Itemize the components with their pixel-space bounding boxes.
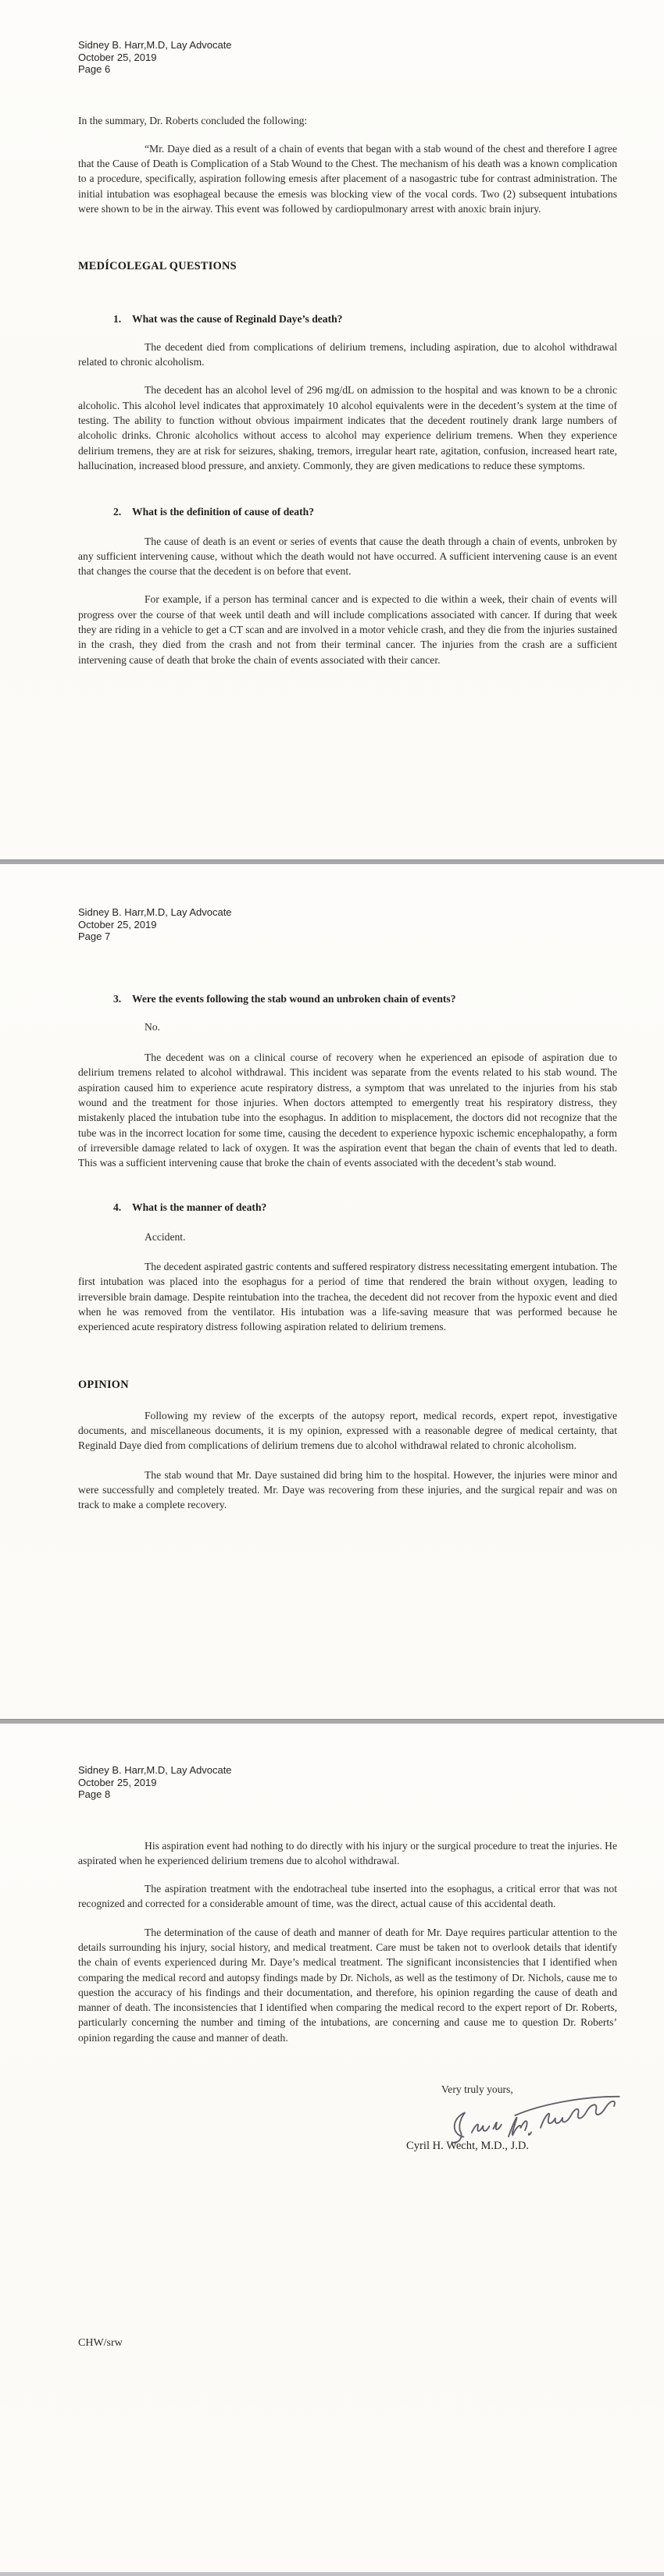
date-line: October 25, 2019 [78,51,157,63]
opinion-paragraph-2: The stab wound that Mr. Daye sustained did bring him to the hospital. However, the injuries were minor and were successfully and completely treated. Mr. Daye was recovering from these injuries, and the surgical repair and was on track to make a complete recovery. [78,1468,617,1511]
question-3-number: 3. [113,992,122,1005]
page-header [78,906,617,943]
intro-paragraph: In the summary, Dr. Roberts concluded the following: [78,114,308,126]
question-2-answer-paragraph-2: For example, if a person has terminal cancer and is expected to die within a week, their chain of events will progress over the course of that week until death and will include complications associated with cancer. If during that week they are riding in a vehicle to get a CT scan and are involved in a motor vehicle crash, and they die from the injuries sustained in the crash, they died from the crash and not from their terminal cancer. The injuries from the crash are a sufficient intervening cause of death that broke the chain of events associated with their cancer. [78,593,617,666]
signature-name: Cyril H. Wecht, M.D., J.D. [406,2140,530,2153]
page-header [78,39,617,76]
question-1-number: 1. [113,312,122,325]
question-4-number: 4. [113,1201,122,1214]
page-8 [0,1724,664,2572]
question-2-answer-paragraph-1: The cause of death is an event or series of events that cause the death through a chain of events, unbroken by any sufficient intervening cause, without which the death would not have occurred. A sufficient intervening cause is an event that changes the course that the decedent is on before that event. [78,535,617,578]
question-3-text: Were the events following the stab wound an unbroken chain of events? [132,992,456,1005]
author-line: Sidney B. Harr,M.D, Lay Advocate [78,39,232,51]
page-6 [0,0,664,859]
author-line: Sidney B. Harr,M.D, Lay Advocate [78,1764,232,1776]
question-4-text: What is the manner of death? [132,1201,267,1214]
question-1-answer-paragraph-1: The decedent died from complications of delirium tremens, including aspiration, due to alcohol withdrawal related to chronic alcoholism. [78,340,617,368]
question-4 [113,1200,617,1215]
page-number-line: Page 6 [78,63,111,75]
question-3-short-answer: No. [145,1020,161,1033]
date-line: October 25, 2019 [78,1776,157,1788]
question-2 [113,504,617,519]
question-4-short-answer: Accident. [145,1230,186,1243]
quote-paragraph: “Mr. Daye died as a result of a chain of events that began with a stab wound of the chest and therefore I agree that the Cause of Death is Complication of a Stab Wound to the Chest. The mechanism of his death was a known complication to a procedure, specifically, aspiration following emesis after placement of a nasogastric tube for contrast administration. The initial intubation was esophageal because the emesis was blocking view of the vocal cords. Two (2) subsequent intubations were shown to be in the airway. This event was followed by cardiopulmonary arrest with anoxic brain injury. [78,142,617,215]
question-3-answer-paragraph: The decedent was on a clinical course of recovery when he experienced an episode of aspiration due to delirium tremens related to alcohol withdrawal. This incident was separate from the events related to his stab wound. The aspiration caused him to experience acute respiratory distress, a symptom that was unrelated to the injuries from his stab wound and the treatment for those injuries. When doctors attempted to emergently treat his respiratory distress, they mistakenly placed the intubation tube into the esophagus. In addition to misplacement, the doctors did not recognize that the tube was in the incorrect location for some time, causing the decedent to experience hypoxic ischemic encephalopathy, a form of irreversible damage related to lack of oxygen. It was the aspiration event that began the chain of events that led to death. This was a sufficient intervening cause that broke the chain of events associated with the decedent’s stab wound. [78,1051,617,1169]
author-line: Sidney B. Harr,M.D, Lay Advocate [78,906,232,918]
body-paragraph-2: The aspiration treatment with the endotracheal tube inserted into the esophagus, a critical error that was not recognized and corrected for a considerable amount of time, was the direct, actual cause of this accidental death. [78,1883,617,1910]
page-header [78,1764,617,1801]
page-number-line: Page 7 [78,930,111,942]
scan-bottom-edge [0,2572,664,2576]
question-1-text: What was the cause of Reginald Daye’s death? [132,312,343,325]
body-paragraph-1: His aspiration event had nothing to do directly with his injury or the surgical procedure to treat the injuries. He aspirated when he experienced delirium tremens due to alcohol withdrawal. [78,1839,617,1866]
page-number-line: Page 8 [78,1788,111,1800]
question-3 [113,991,617,1006]
opinion-heading: OPINION [78,1378,129,1391]
page-7 [0,864,664,1719]
date-line: October 25, 2019 [78,918,157,930]
question-2-number: 2. [113,506,122,518]
question-1-answer-paragraph-2: The decedent has an alcohol level of 296 mg/dL on admission to the hospital and was known to be a chronic alcoholic. This alcohol level indicates that approximately 10 alcohol equivalents were in the decedent’s system at the time of testing. The ability to function without obvious impairment indicates that the decedent routinely drank large numbers of alcoholic drinks. Chronic alcoholics without access to alcohol may experience delirium tremens. When they experience delirium tremens, they are at risk for seizures, shaking, tremors, irregular heart rate, agitation, confusion, increased heart rate, hallucination, increased blood pressure, and anxiety. Commonly, they are given medications to reduce these symptoms. [78,384,617,471]
question-4-answer-paragraph: The decedent aspirated gastric contents and suffered respiratory distress necessitating emergent intubation. The first intubation was placed into the esophagus for a period of time that rendered the brain without oxygen, leading to irreversible brain damage. Despite reintubation into the trachea, the decedent did not recover from the hypoxic event and died when he was removed from the ventilator. His intubation was a life-saving measure that was performed because he experienced acute respiratory distress following aspiration related to delirium tremens. [78,1261,617,1333]
section-heading-medicolegal: MEDÍCOLEGAL QUESTIONS [78,260,237,273]
question-1 [113,311,617,326]
typist-initials: CHW/srw [78,2336,123,2349]
body-paragraph-3: The determination of the cause of death and manner of death for Mr. Daye requires particular attention to the details surrounding his injury, social history, and medical treatment. Care must be taken not to overlook details that identify the chain of events experienced during Mr. Daye’s medical treatment. The significant inconsistencies that I identified when comparing the medical record and autopsy findings made by Dr. Nichols, as well as the testimony of Dr. Nichols, cause me to question the accuracy of his findings and their documentation, and therefore, his opinion regarding the cause of death and manner of death. The inconsistencies that I identified when comparing the medical record to the expert report of Dr. Roberts, particularly concerning the number and timing of the intubations, are concerning and cause me to question Dr. Roberts’ opinion regarding the cause and manner of death. [78,1926,617,2044]
opinion-paragraph-1: Following my review of the excerpts of the autopsy report, medical records, expert repot, investigative documents, and miscellaneous documents, it is my opinion, expressed with a reasonable degree of medical certainty, that Reginald Daye died from complications of delirium tremens due to alcohol withdrawal related to chronic alcoholism. [78,1409,617,1452]
question-2-text: What is the definition of cause of death? [132,506,314,518]
closing-line: Very truly yours, [441,2083,513,2096]
